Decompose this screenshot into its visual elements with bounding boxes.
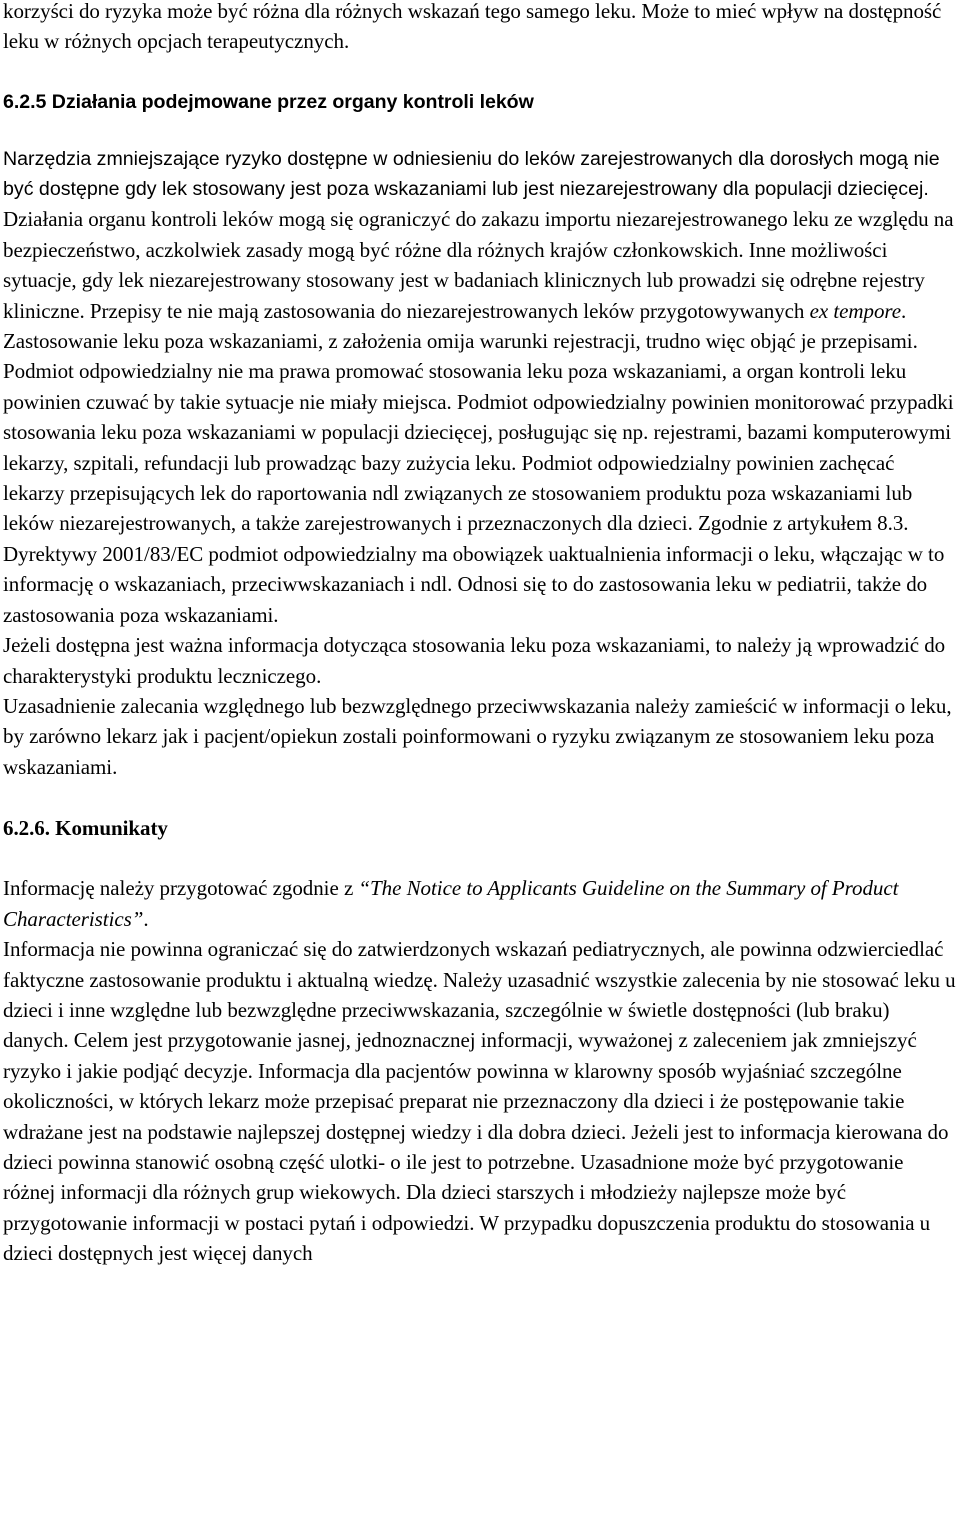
intro-paragraph [3,0,958,57]
spacer [3,782,958,812]
paragraph-text: Zastosowanie leku poza wskazaniami, z założenia omija warunki rejestracji, trudno więc objąć je przepisami. Podmiot odpowiedzialny nie ma prawa promować stosowania leku poza wskazaniami, a organ kontroli leku powinien czuwać by takie sytuacje nie miały miejsca. Podmiot odpowiedzialny powinien monitorować przypadki stosowania leku poza wskazaniami w populacji dziecięcej, posługując się np. rejestrami, bazami komputerowymi lekarzy, szpitali, refundacji lub prowadząc bazy zużycia leku. Podmiot odpowiedzialny powinien zachęcać lekarzy przepisujących lek do raportowania ndl związanych ze stosowaniem produktu poza wskazaniami lub leków niezarejestrowanych, a także zarejestrowanych i przeznaczonych dla dzieci. Zgodnie z artykułem 8.3. Dyrektywy 2001/83/EC podmiot odpowiedzialny ma obowiązek uaktualnienia informacji o leku, włączając w to informację o wskazaniach, przeciwwskazaniach i ndl. Odnosi się to do zastosowania leku w pediatrii, także do zastosowania poza wskazaniami. [3,329,954,627]
spacer [3,57,958,87]
paragraph-end: . [901,298,907,323]
section-title: Komunikaty [55,815,168,840]
paragraph-text: Działania organu kontroli leków mogą się ograniczyć do zakazu importu niezarejestrowanego leku ze względu na bezpieczeństwo, aczkolwiek zasady mogą być różne dla różnych krajów członkowskich. Inne możliwości sytuacje, gdy lek niezarejestrowany stosowany jest w badaniach klinicznych lub prowadzi się odrębne rejestry kliniczne. Przepisy te nie mają zastosowania do niezarejestrowanych leków przygotowywanych [3,207,954,323]
spacer [3,843,958,873]
section-6-2-5-paragraph-3 [3,630,958,691]
section-number: 6.2.5 [3,91,47,114]
section-title: Działania podejmowane przez organy kontroli leków [51,91,534,114]
paragraph-end: . [143,906,149,931]
intro-text: korzyści do ryzyka może być różna dla różnych wskazań tego samego leku. Może to mieć wpływ na dostępność leku w różnych opcjach terapeutycznych. [3,0,942,54]
italic-title: “The Notice to Applicants Guideline on the Summary of Product Characteristics” [3,876,899,931]
paragraph-text: Narzędzia zmniejszające ryzyko dostępne w odniesieniu do leków zarejestrowanych dla dorosłych mogą nie być dostępne gdy lek stosowany jest poza wskazaniami lub jest niezarejestrowany dla populacji dziecięcej. [3,147,940,201]
paragraph-text: Informację należy przygotować zgodnie z [3,876,359,901]
section-6-2-5-sans-paragraph [3,144,958,205]
section-6-2-5-paragraph-4 [3,691,958,782]
section-6-2-6-paragraph-2 [3,934,958,1268]
paragraph-text: Informacja nie powinna ograniczać się do zatwierdzonych wskazań pediatrycznych, ale powinna odzwierciedlać faktyczne zastosowanie produktu i aktualną wiedzę. Należy uzasadnić wszystkie zalecenia by nie stosować leku u dzieci i inne względne lub bezwzględne przeciwwskazania, szczególnie w świetle dostępności (lub braku) danych. Celem jest przygotowanie jasnej, jednoznacznej informacji, wyważonej z zaleceniem jak zmniejszyć ryzyko i jakie podjąć decyzje. Informacja dla pacjentów powinna w klarowny sposób wyjaśniać szczególne okoliczności, w których lekarz może przepisać preparat nie przeznaczony dla dzieci i że postępowanie takie wdrażane jest na podstawie najlepszej dostępnej wiedzy i dla dobra dzieci. Jeżeli jest to informacja kierowana do dzieci powinna stanowić osobną część ulotki- o ile jest to potrzebne. Uzasadnione może być przygotowanie różnej informacji dla różnych grup wiekowych. Dla dzieci starszych i młodzieży najlepsze może być przygotowanie informacji w postaci pytań i odpowiedzi. W przypadku dopuszczenia produktu do stosowania u dzieci dostępnych jest więcej danych [3,937,956,1266]
section-6-2-6-paragraph-1 [3,873,958,934]
section-6-2-5-paragraph-2 [3,326,958,630]
paragraph-text: Uzasadnienie zalecania względnego lub bezwzględnego przeciwwskazania należy zamieścić w informacji o leku, by zarówno lekarz jak i pacjent/opiekun zostali poinformowani o ryzyku związanym ze stosowaniem leku poza wskazaniami. [3,693,952,779]
section-number: 6.2.6. [3,815,50,840]
section-6-2-5-heading [3,87,958,117]
section-6-2-6-heading [3,813,958,843]
spacer [3,118,958,144]
paragraph-text: Jeżeli dostępna jest ważna informacja dotycząca stosowania leku poza wskazaniami, to należy ją wprowadzić do charakterystyki produktu leczniczego. [3,633,946,688]
section-6-2-5-paragraph-1 [3,204,958,326]
italic-term: ex tempore [809,298,902,323]
